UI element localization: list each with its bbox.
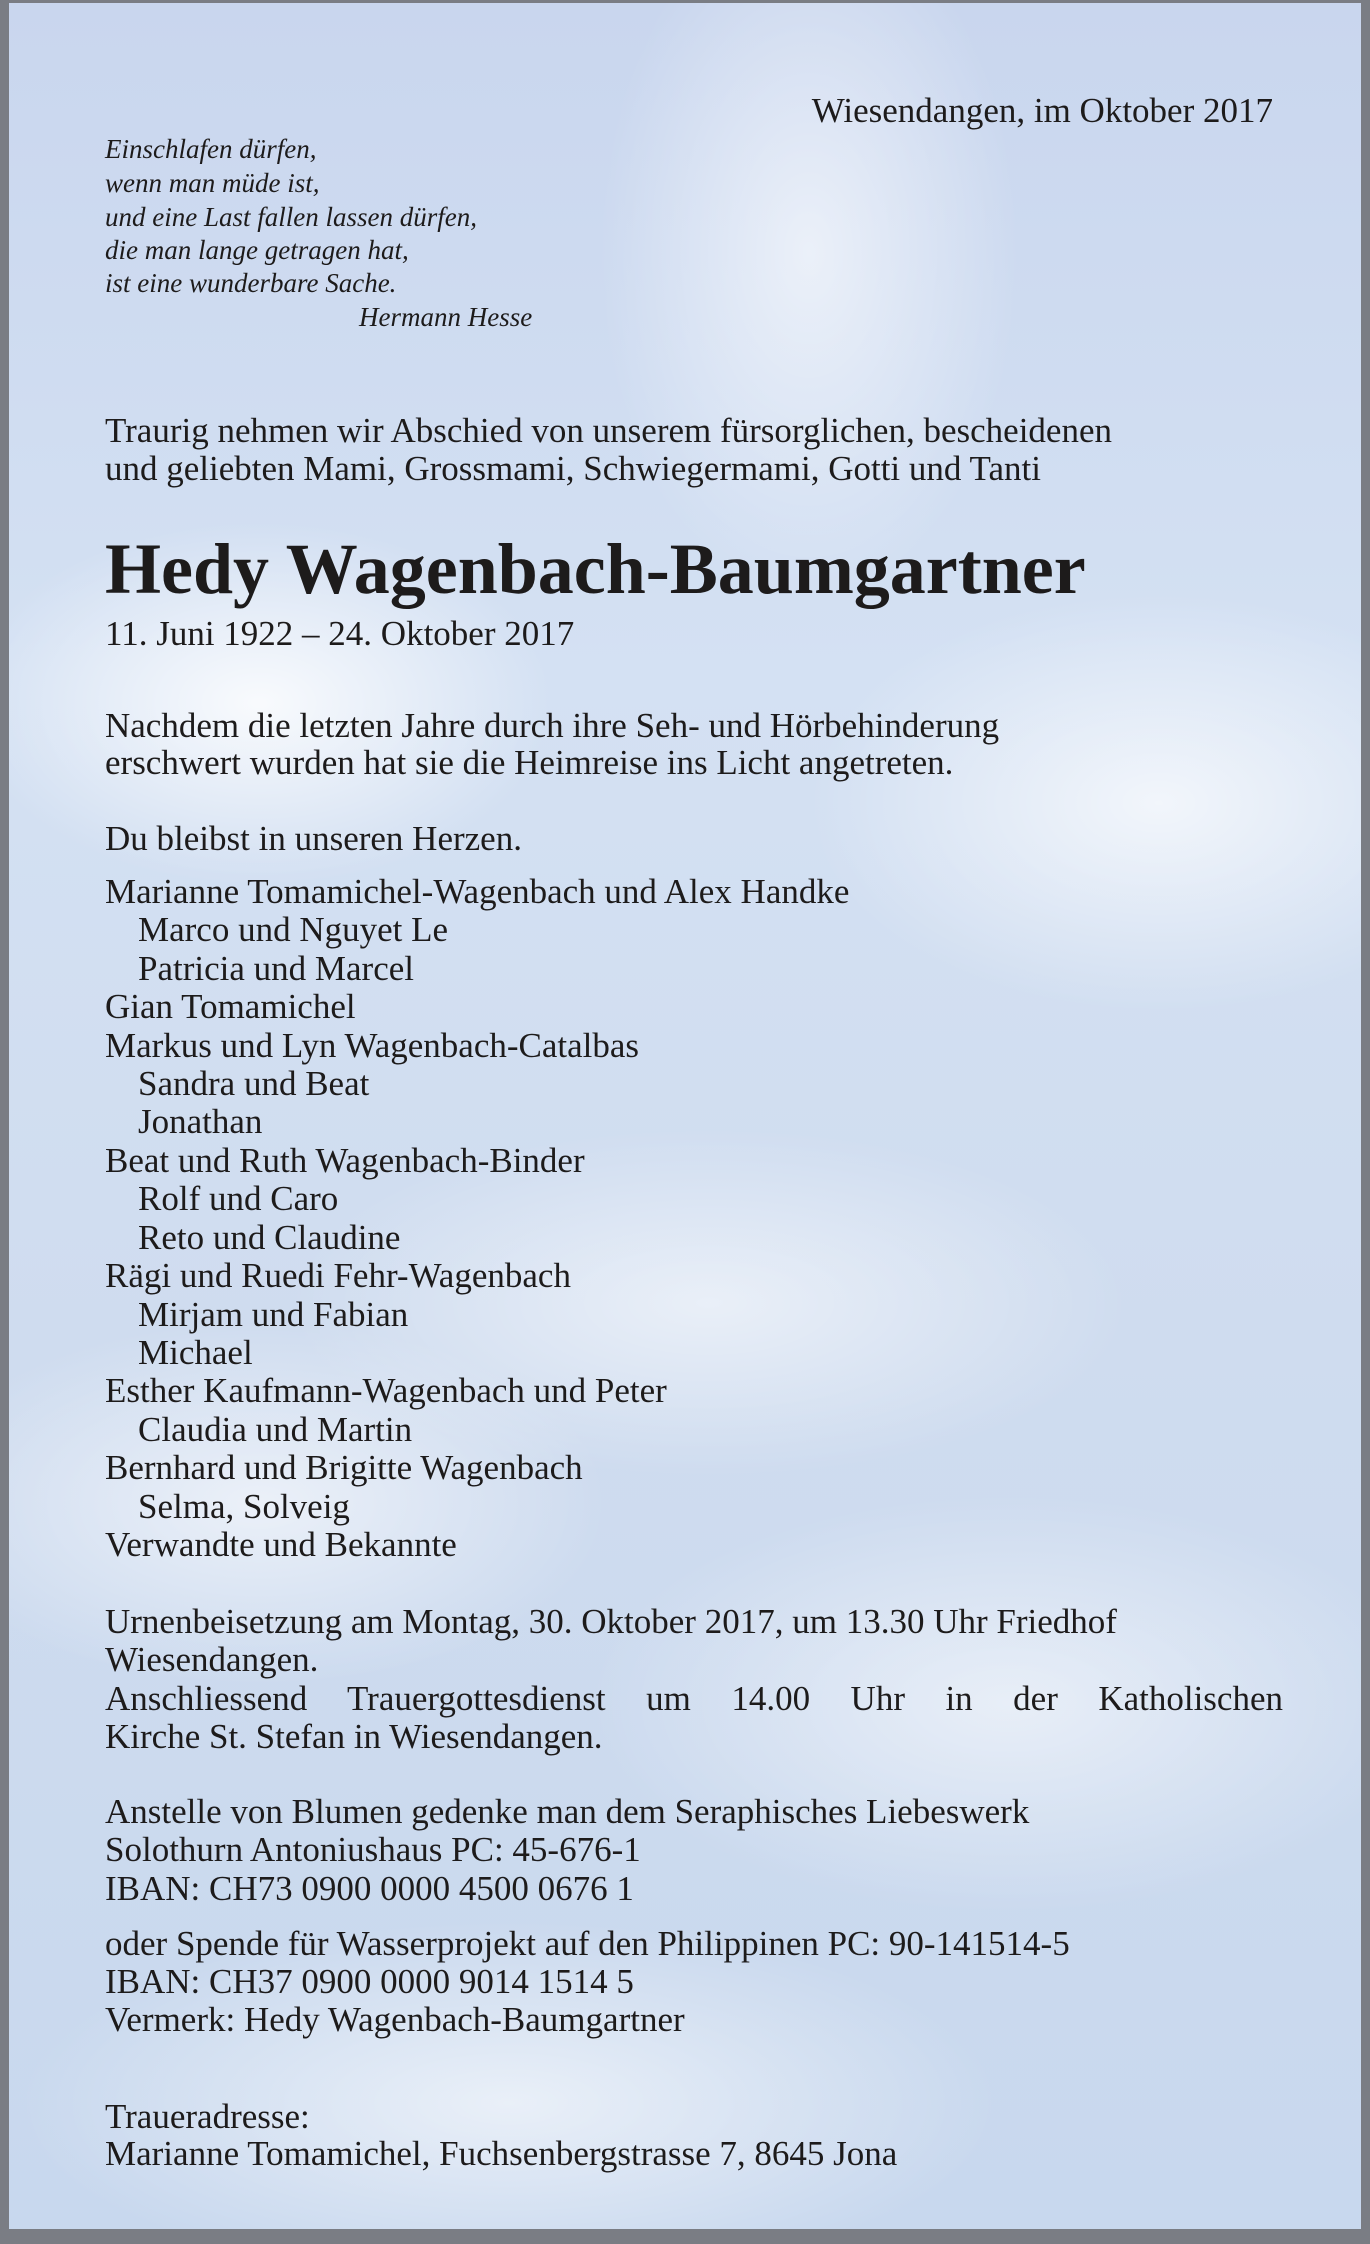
mourner: Reto und Claudine [138,1218,401,1257]
mourner: Rägi und Ruedi Fehr-Wagenbach [105,1256,571,1295]
address-value: Marianne Tomamichel, Fuchsenbergstrasse 7, 8645 Jona [105,2134,898,2173]
message-line: Nachdem die letzten Jahre durch ihre Seh- und Hörbehinderung [105,706,1000,745]
donation-line: Solothurn Antoniushaus PC: 45-676-1 [105,1830,641,1869]
donation-line: Vermerk: Hedy Wagenbach-Baumgartner [105,2000,685,2039]
intro-line: Traurig nehmen wir Abschied von unserem fürsorglichen, bescheidenen [105,411,1112,450]
donation-line: oder Spende für Wasserprojekt auf den Philippinen PC: 90-141514-5 [105,1924,1070,1963]
mourner: Michael [138,1333,253,1372]
mourner: Mirjam und Fabian [138,1295,409,1334]
mourner: Bernhard und Brigitte Wagenbach [105,1448,583,1487]
mourner: Marianne Tomamichel-Wagenbach und Alex Handke [105,872,850,911]
mourner: Verwandte und Bekannte [105,1525,457,1564]
poem-line: Einschlafen dürfen, [105,134,317,164]
deceased-name: Hedy Wagenbach-Baumgartner [105,529,1086,609]
mourner: Sandra und Beat [138,1064,370,1103]
poem-line: die man lange getragen hat, [105,235,409,265]
mourner: Patricia und Marcel [138,949,415,988]
service-line: Urnenbeisetzung am Montag, 30. Oktober 2017, um 13.30 Uhr Friedhof [105,1602,1117,1641]
obituary-notice [9,3,1361,2229]
service-line: Anschliessend Trauergottesdienst um 14.00 Uhr in der Katholischen [105,1679,1283,1718]
mourner: Esther Kaufmann-Wagenbach und Peter [105,1371,667,1410]
poem-line: wenn man müde ist, [105,168,320,198]
service-line: Kirche St. Stefan in Wiesendangen. [105,1717,603,1756]
mourner: Jonathan [138,1102,263,1141]
intro-line: und geliebten Mami, Grossmami, Schwiegermami, Gotti und Tanti [105,449,1041,488]
mourner: Claudia und Martin [138,1410,413,1449]
service-line: Wiesendangen. [105,1640,319,1679]
life-dates: 11. Juni 1922 – 24. Oktober 2017 [105,614,575,653]
mourner: Gian Tomamichel [105,987,356,1026]
message-line: erschwert wurden hat sie die Heimreise ins Licht angetreten. [105,743,954,782]
donation-line: IBAN: CH73 0900 0000 4500 0676 1 [105,1869,634,1908]
mourner: Rolf und Caro [138,1179,339,1218]
poem-line: ist eine wunderbare Sache. [105,268,397,298]
place-date: Wiesendangen, im Oktober 2017 [811,91,1273,130]
poem-author: Hermann Hesse [359,302,533,332]
donation-line: Anstelle von Blumen gedenke man dem Seraphisches Liebeswerk [105,1792,1030,1831]
mourner: Marco und Nguyet Le [138,910,449,949]
donation-line: IBAN: CH37 0900 0000 9014 1514 5 [105,1962,634,2001]
address-label: Traueradresse: [105,2097,310,2136]
mourner: Markus und Lyn Wagenbach-Catalbas [105,1026,640,1065]
mourner: Beat und Ruth Wagenbach-Binder [105,1141,585,1180]
closing-line: Du bleibst in unseren Herzen. [105,819,522,858]
mourner: Selma, Solveig [138,1487,350,1526]
poem-line: und eine Last fallen lassen dürfen, [105,202,477,232]
